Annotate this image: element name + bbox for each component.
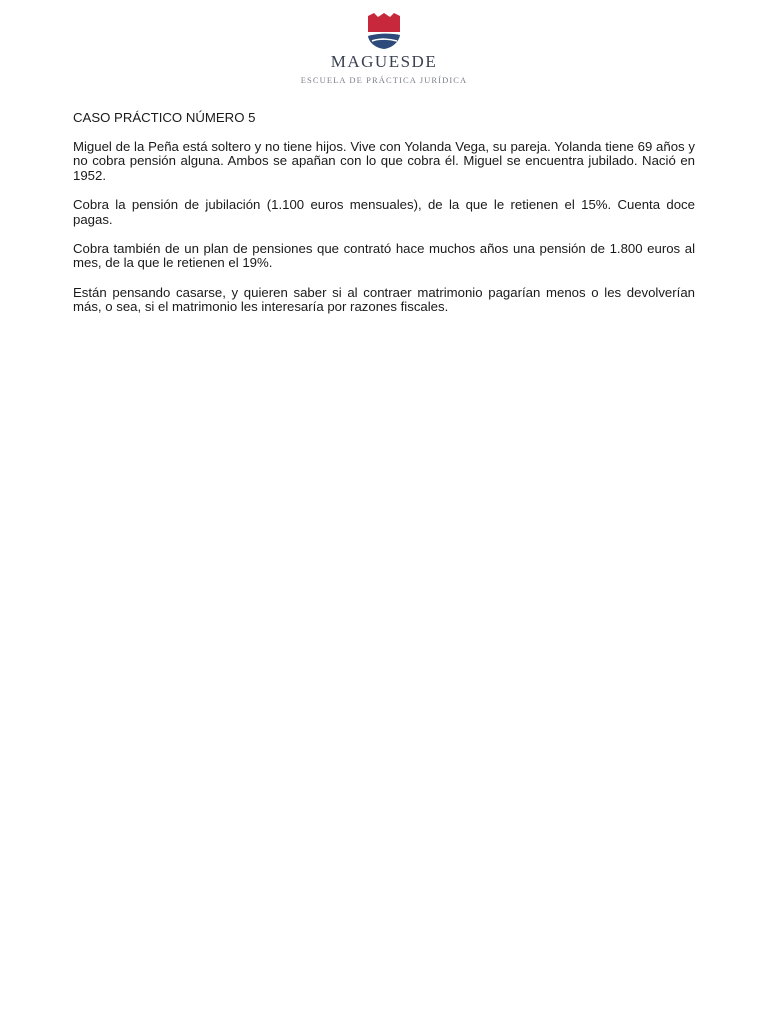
paragraph-2: Cobra la pensión de jubilación (1.100 euros mensuales), de la que le retienen el 15%. Cuenta doce pagas. [73, 196, 695, 227]
case-title: CASO PRÁCTICO NÚMERO 5 [73, 110, 256, 125]
brand-subtitle: ESCUELA DE PRÁCTICA JURÍDICA [300, 75, 468, 85]
shield-logo-icon [364, 12, 404, 50]
paragraph-4: Están pensando casarse, y quieren saber si al contraer matrimonio pagarían menos o les devolverían más, o sea, si el matrimonio les interesaría por razones fiscales. [73, 284, 695, 315]
paragraph-1: Miguel de la Peña está soltero y no tiene hijos. Vive con Yolanda Vega, su pareja. Yolanda tiene 69 años y no cobra pensión alguna. Ambos se apañan con lo que cobra él. Miguel se encuentra jubilado. Nació en 1952. [73, 138, 695, 183]
brand-name: MAGUESDE [330, 52, 438, 71]
paragraph-3: Cobra también de un plan de pensiones que contrató hace muchos años una pensión de 1.800 euros al mes, de la que le retienen el 19%. [73, 240, 695, 271]
letterhead [0, 12, 768, 86]
document-body [73, 111, 695, 329]
